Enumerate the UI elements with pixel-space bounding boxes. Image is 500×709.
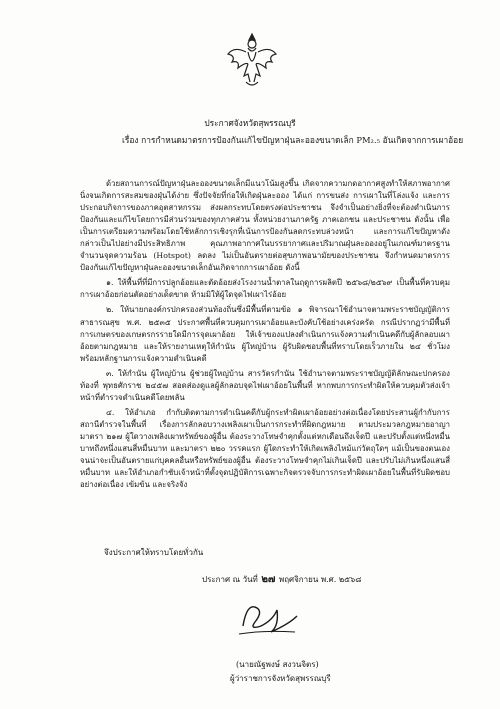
subject-line: เรื่อง การกำหนดมาตรการป้องกันแก้ไขปัญหาฝุ่นละอองขนาดเล็ก PM₂.₅ อันเกิดจากการเผาอ้อย — [122, 135, 464, 145]
paragraph-item-1: ๑. ให้พื้นที่ที่มีการปลูกอ้อยและตัดอ้อยส่งโรงงานน้ำตาลในฤดูการผลิตปี ๒๕๖๘/๒๕๖๙ เป็นพื้นที่ควบคุมการเผาอ้อยก่อนตัดอย่างเด็ดขาด ห้ามมิให้ผู้ใดจุดไฟเผาไร่อ้อย — [80, 278, 450, 300]
paragraph-item-2: ๒. ให้นายกองค์กรปกครองส่วนท้องถิ่นซึ่งมีพื้นที่ตามข้อ ๑ พิจารณาใช้อำนาจตามพระราชบัญญัติการสาธารณสุข พ.ศ. ๒๕๓๕ ประกาศพื้นที่ควบคุมการเผาอ้อยและบังคับใช้อย่างเคร่งครัด กรณีปรากฏว่ามีพื้นที่การเกษตรของเกษตรกรรายใดมีการจุดเผาอ้อย ให้เจ้าของแปลงดำเนินการแจ้งความดำเนินคดีกับผู้ลักลอบเผาอ้อยตามกฎหมาย และให้รายงานเหตุให้กำนัน ผู้ใหญ่บ้าน ผู้รับผิดชอบพื้นที่ทราบโดยเร็วภายใน ๒๔ ชั่วโมง พร้อมหลักฐานการแจ้งความดำเนินคดี — [80, 305, 450, 363]
date-line — [202, 572, 361, 587]
closing-line: จึงประกาศให้ทราบโดยทั่วกัน — [104, 548, 204, 557]
paragraph-item-3: ๓. ให้กำนัน ผู้ใหญ่บ้าน ผู้ช่วยผู้ใหญ่บ้าน สารวัตรกำนัน ใช้อำนาจตามพระราชบัญญัติลักษณะปกครองท้องที่ พุทธศักราช ๒๔๕๗ สอดส่องดูแลผู้ลักลอบจุดไฟเผาอ้อยในพื้นที่ หากพบการกระทำผิดให้ควบคุมตัวส่งเจ้าหน้าที่ตำรวจดำเนินคดีโดยพลัน — [80, 368, 450, 402]
signer-title: ผู้ว่าราชการจังหวัดสุพรรณบุรี — [230, 674, 331, 683]
date-month-year: พฤศจิกายน พ.ศ. ๒๕๖๘ — [278, 575, 362, 584]
body-text — [80, 178, 450, 494]
date-day-handwritten: ๒๗ — [261, 574, 276, 585]
issuer-title: ประกาศจังหวัดสุพรรณบุรี — [204, 118, 296, 128]
paragraph-intro: ด้วยสถานการณ์ปัญหาฝุ่นละอองขนาดเล็กมีแนวโน้มสูงขึ้น เกิดจากความกดอากาศสูงทำให้สภาพอากาศนิ่งจนเกิดการสะสมของฝุ่นได้ง่าย ซึ่งปัจจัยที่ก่อให้เกิดฝุ่นละออง ได้แก่ การขนส่ง การเผาในที่โล่งแจ้ง และการประกอบกิจการของภาคอุตสาหกรรม ส่งผลกระทบโดยตรงต่อประชาชน จึงจำเป็นอย่างยิ่งที่จะต้องดำเนินการป้องกันและแก้ไขโดยการมีส่วนร่วมของทุกภาคส่วน ทั้งหน่วยงานภาครัฐ ภาคเอกชน และประชาชน ดังนั้น เพื่อเป็นการเตรียมความพร้อมโดยใช้หลักการเชิงรุกที่เน้นการป้องกันลดกระทบล่วงหน้า และการแก้ไขปัญหาดังกล่าวเป็นไปอย่างมีประสิทธิภาพ คุณภาพอากาศในบรรยากาศและปริมาณฝุ่นละอองอยู่ในเกณฑ์มาตรฐาน จำนวนจุดความร้อน (Hotspot) ลดลง ไม่เป็นอันตรายต่อสุขภาพอนามัยของประชาชน จึงกำหนดมาตรการป้องกันแก้ไขปัญหาฝุ่นละอองขนาดเล็กอันเกิดจากการเผาอ้อย ดังนี้ — [80, 179, 450, 273]
signature-icon — [233, 596, 303, 640]
date-prefix: ประกาศ ณ วันที่ — [202, 575, 258, 584]
garuda-emblem-icon — [226, 30, 278, 90]
paragraph-item-4: ๔. ให้อำเภอ กำกับติดตามการดำเนินคดีกับผู้กระทำผิดเผาอ้อยอย่างต่อเนื่องโดยประสานผู้กำกับการสถานีตำรวจในพื้นที่ เรื่องการลักลอบวางเพลิงเผาเป็นการกระทำที่ผิดกฎหมาย ตามประมวลกฎหมายอาญา มาตรา ๒๑๗ ผู้ใดวางเพลิงเผาทรัพย์ของผู้อื่น ต้องระวางโทษจำคุกตั้งแต่หกเดือนถึงเจ็ดปี และปรับตั้งแต่หนึ่งหมื่นบาทถึงหนึ่งแสนสี่หมื่นบาท และมาตรา ๒๒๐ วรรคแรก ผู้ใดกระทำให้เกิดเพลิงไหม้แก่วัตถุใดๆ แม้เป็นของตนเอง จนน่าจะเป็นอันตรายแก่บุคคลอื่นหรือทรัพย์ของผู้อื่น ต้องระวางโทษจำคุกไม่เกินเจ็ดปี และปรับไม่เกินหนึ่งแสนสี่หมื่นบาท และให้อำเภอกำชับเจ้าหน้าที่ตั้งจุดปฏิบัติการเฉพาะกิจตรวจจับการกระทำผิดเผาอ้อยในพื้นที่รับผิดชอบอย่างต่อเนื่อง เข้มข้น และจริงจัง — [80, 407, 450, 490]
signer-name: (นายณัฐพงษ์ สงวนจิตร) — [236, 660, 319, 669]
